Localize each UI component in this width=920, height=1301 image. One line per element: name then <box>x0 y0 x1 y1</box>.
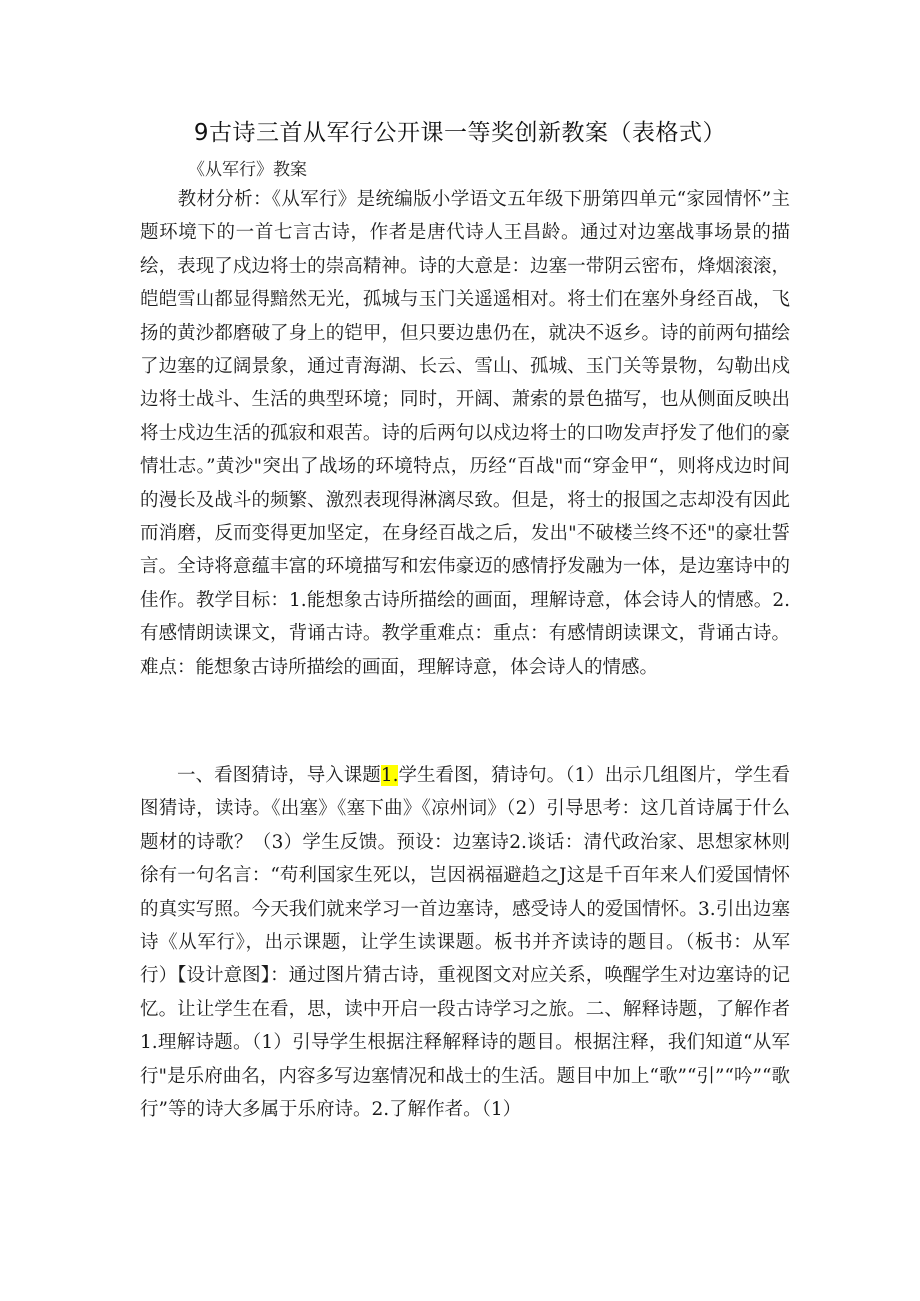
paragraph-lead: 一、看图猜诗，导入课题 <box>140 765 381 786</box>
paragraph-analysis: 教材分析：《从军行》是统编版小学语文五年级下册第四单元“家园情怀”主题环境下的一首七言古诗，作者是唐代诗人王昌龄。通过对边塞战事场景的描绘，表现了戍边将士的崇高精神。诗的大意是：边塞一带阴云密布，烽烟滚滚，皑皑雪山都显得黯然无光，孤城与玉门关遥遥相对。将士们在塞外身经百战，飞扬的黄沙都磨破了身上的铠甲，但只要边患仍在，就决不返乡。诗的前两句描绘了边塞的辽阔景象，通过青海湖、长云、雪山、孤城、玉门关等景物，勾勒出戍边将士战斗、生活的典型环境；同时，开阔、萧索的景色描写，也从侧面反映出将士戍边生活的孤寂和艰苦。诗的后两句以戍边将士的口吻发声抒发了他们的豪情壮志。”黄沙"突出了战场的环境特点，历经“百战"而“穿金甲“，则将戍边时间的漫长及战斗的频繁、激烈表现得淋漓尽致。但是，将士的报国之志却没有因此而消磨，反而变得更加坚定，在身经百战之后，发出"不破楼兰终不还"的豪壮誓言。全诗将意蕴丰富的环境描写和宏伟豪迈的感情抒发融为一体，是边塞诗中的佳作。教学目标：1.能想象古诗所描绘的画面，理解诗意，体会诗人的情感。2.有感情朗读课文，背诵古诗。教学重难点：重点：有感情朗读课文，背诵古诗。难点：能想象古诗所描绘的画面，理解诗意，体会诗人的情感。 <box>140 189 790 678</box>
highlighted-text: 1. <box>380 765 399 786</box>
document-title: 9古诗三首从军行公开课一等奖创新教案（表格式） <box>193 120 727 146</box>
paragraph-rest: 学生看图，猜诗句。（1）出示几组图片，学生看图猜诗，读诗。《出塞》《塞下曲》《凉州词》（2）引导思考：这几首诗属于什么题材的诗歌？（3）学生反馈。预设：边塞诗2.谈话：清代政治家、思想家林则徐有一句名言：“苟利国家生死以，岂因祸福避趋之J这是千百年来人们爱国情怀的真实写照。今天我们就来学习一首边塞诗，感受诗人的爱国情怀。3.引出边塞诗《从军行》，出示课题，让学生读课题。板书并齐读诗的题目。（板书：从军行）【设计意图】：通过图片猜古诗，重视图文对应关系，唤醒学生对边塞诗的记忆。让让学生在看，思，读中开启一段古诗学习之旅。二、解释诗题，了解作者1.理解诗题。（1）引导学生根据注释解释诗的题目。根据注释，我们知道“从军行"是乐府曲名，内容多写边塞情况和战士的生活。题目中加上“歌”“引”“吟”“歌行”等的诗大多属于乐府诗。2.了解作者。（1） <box>140 765 790 1121</box>
paragraph-lesson-steps <box>140 759 790 1126</box>
document-subtitle: 《从军行》教案 <box>188 160 307 180</box>
